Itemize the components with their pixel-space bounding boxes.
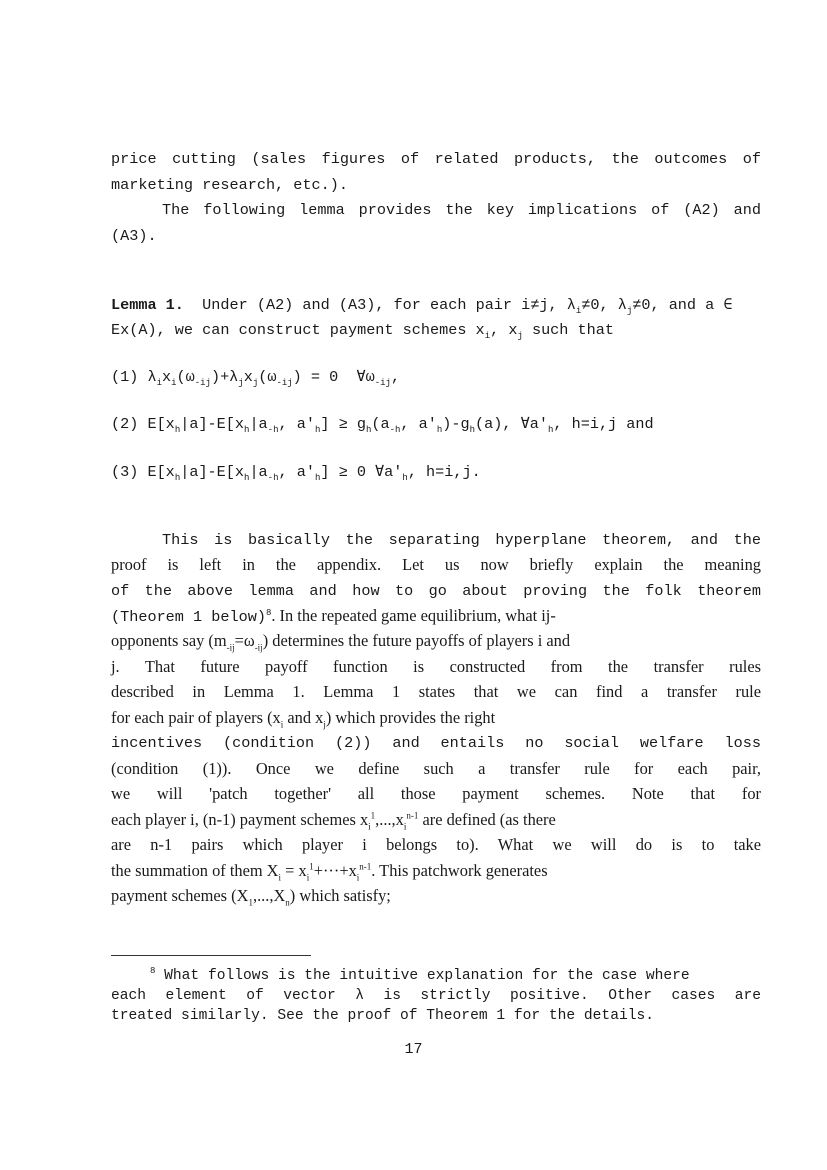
para-line-15: payment schemes $(X_1,...,X_n)$ which satisfy; bbox=[111, 886, 391, 908]
lemma-statement-line-1: Lemma 1. Under (A2) and (A3), for each pair i≠j, $\lambda_i\ne 0$, $\lambda_j\ne 0$, and a ∈ bbox=[111, 296, 733, 317]
footnote-mark: 8 bbox=[150, 966, 156, 977]
para-line-2: proof is left in the appendix. Let us now briefly explain the meaning bbox=[111, 555, 761, 574]
footnote-line-3: treated similarly. See the proof of Theorem 1 for the details. bbox=[111, 1008, 654, 1024]
para-line-11: we will 'patch together' all those payment schemes. Note that for bbox=[111, 784, 761, 803]
condition-1: (1) $\lambda_ix_i(\omega_{-ij})+\lambda_jx_j(\omega_{-ij}) = 0$ $\forall\omega_{-ij}$, bbox=[111, 368, 401, 389]
para-line-7: described in Lemma 1. Lemma 1 states that we can find a transfer rule bbox=[111, 682, 761, 701]
text-line-1: price cutting (sales figures of related products, the outcomes of bbox=[111, 150, 761, 168]
lemma-label: Lemma 1. bbox=[111, 296, 184, 314]
footnote-rule bbox=[111, 955, 311, 956]
text-line-4: (A3). bbox=[111, 227, 157, 245]
para-line-3: of the above lemma and how to go about proving the folk theorem bbox=[111, 582, 761, 600]
para-line-10: (condition (1)). Once we define such a transfer rule for each pair, bbox=[111, 759, 761, 778]
text-line-2: marketing research, etc.). bbox=[111, 176, 348, 194]
footnote-line-1: $^8$ What follows is the intuitive explanation for the case where bbox=[150, 966, 690, 984]
condition-2: (2) $E[x_h|a]-E[x_h|a_{-h}$, $a'_h] \ge g_h(a_{-h}$, $a'_h)-g_h(a)$, $\forall a'_h$, h=i,j and bbox=[111, 415, 654, 436]
para-line-1: This is basically the separating hyperplane theorem, and the bbox=[162, 531, 761, 549]
para-line-12: each player i, (n-1) payment schemes $x_i^1,...,x_i^{n-1}$ are defined (as there bbox=[111, 810, 556, 832]
para-line-13: are n-1 pairs which player i belongs to). What we will do is to take bbox=[111, 835, 761, 854]
page-number: 17 bbox=[404, 1041, 423, 1058]
para-line-9: incentives (condition (2)) and entails no social welfare loss bbox=[111, 734, 761, 752]
lemma-statement-line-2: Ex(A), we can construct payment schemes $x_i$, $x_j$ such that bbox=[111, 321, 614, 342]
para-line-8: for each pair of players ($x_i$ and $x_j$) which provides the right bbox=[111, 708, 496, 730]
para-line-14: the summation of them $X_i = x_i^1+\cdot\cdot\cdot+x_i^{n-1}$. This patchwork generates bbox=[111, 861, 548, 883]
para-line-6: j. That future payoff function is constructed from the transfer rules bbox=[111, 657, 761, 676]
text-line-3: The following lemma provides the key implications of (A2) and bbox=[162, 201, 761, 219]
para-line-4: (Theorem 1 below)$^8$. In the repeated game equilibrium, what ij- bbox=[111, 606, 556, 626]
para-line-5: opponents say $(m_{-ij}=\omega_{-ij})$ determines the future payoffs of players i and bbox=[111, 631, 571, 653]
footnote-line-2: each element of vector λ is strictly positive. Other cases are bbox=[111, 988, 761, 1004]
condition-3: (3) $E[x_h|a]-E[x_h|a_{-h}$, $a'_h] \ge 0$ $\forall a'_h$, h=i,j. bbox=[111, 463, 481, 484]
